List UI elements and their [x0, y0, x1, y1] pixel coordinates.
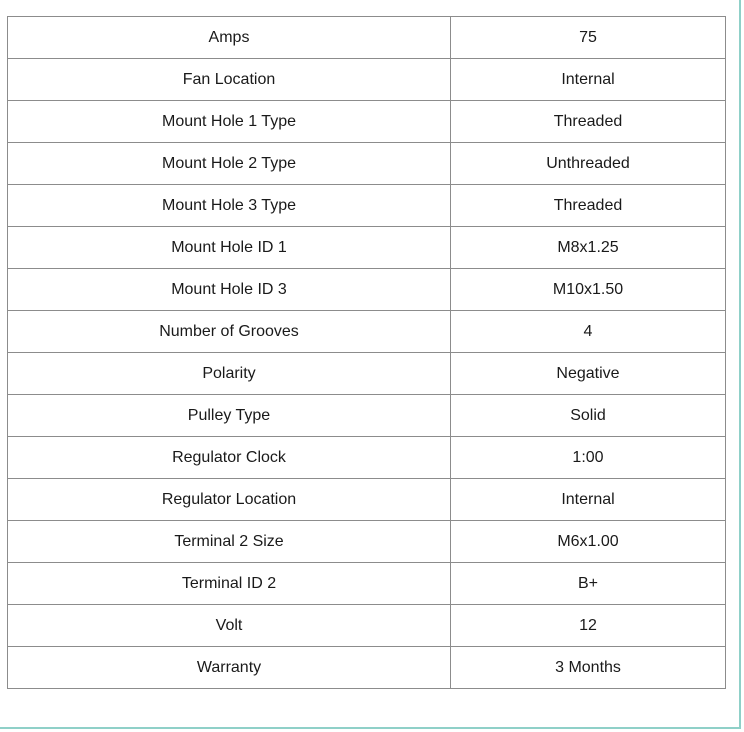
spec-label: Warranty — [8, 647, 451, 689]
spec-label: Mount Hole 3 Type — [8, 185, 451, 227]
spec-value: 75 — [451, 17, 726, 59]
table-row — [8, 227, 726, 269]
table-row — [8, 311, 726, 353]
spec-label: Regulator Clock — [8, 437, 451, 479]
spec-value: Solid — [451, 395, 726, 437]
spec-label: Mount Hole ID 3 — [8, 269, 451, 311]
table-row — [8, 437, 726, 479]
spec-value: Negative — [451, 353, 726, 395]
spec-value: Internal — [451, 479, 726, 521]
spec-value: 4 — [451, 311, 726, 353]
spec-value: B+ — [451, 563, 726, 605]
spec-label: Mount Hole 1 Type — [8, 101, 451, 143]
spec-label: Volt — [8, 605, 451, 647]
spec-label: Fan Location — [8, 59, 451, 101]
table-row — [8, 185, 726, 227]
table-row — [8, 353, 726, 395]
spec-value: Internal — [451, 59, 726, 101]
spec-value: Unthreaded — [451, 143, 726, 185]
table-row — [8, 521, 726, 563]
spec-value: 3 Months — [451, 647, 726, 689]
spec-value: 12 — [451, 605, 726, 647]
table-row — [8, 269, 726, 311]
specifications-table-body — [8, 17, 726, 689]
table-row — [8, 395, 726, 437]
table-row — [8, 59, 726, 101]
spec-label: Mount Hole 2 Type — [8, 143, 451, 185]
spec-label: Pulley Type — [8, 395, 451, 437]
table-row — [8, 647, 726, 689]
spec-label: Terminal 2 Size — [8, 521, 451, 563]
spec-value: Threaded — [451, 101, 726, 143]
table-row — [8, 605, 726, 647]
spec-label: Mount Hole ID 1 — [8, 227, 451, 269]
specifications-table — [7, 16, 726, 689]
spec-value: 1:00 — [451, 437, 726, 479]
spec-value: M10x1.50 — [451, 269, 726, 311]
spec-value: M6x1.00 — [451, 521, 726, 563]
spec-value: Threaded — [451, 185, 726, 227]
spec-value: M8x1.25 — [451, 227, 726, 269]
spec-label: Amps — [8, 17, 451, 59]
table-row — [8, 17, 726, 59]
table-row — [8, 563, 726, 605]
spec-label: Number of Grooves — [8, 311, 451, 353]
table-row — [8, 479, 726, 521]
spec-label: Terminal ID 2 — [8, 563, 451, 605]
table-row — [8, 143, 726, 185]
table-row — [8, 101, 726, 143]
spec-label: Regulator Location — [8, 479, 451, 521]
spec-label: Polarity — [8, 353, 451, 395]
